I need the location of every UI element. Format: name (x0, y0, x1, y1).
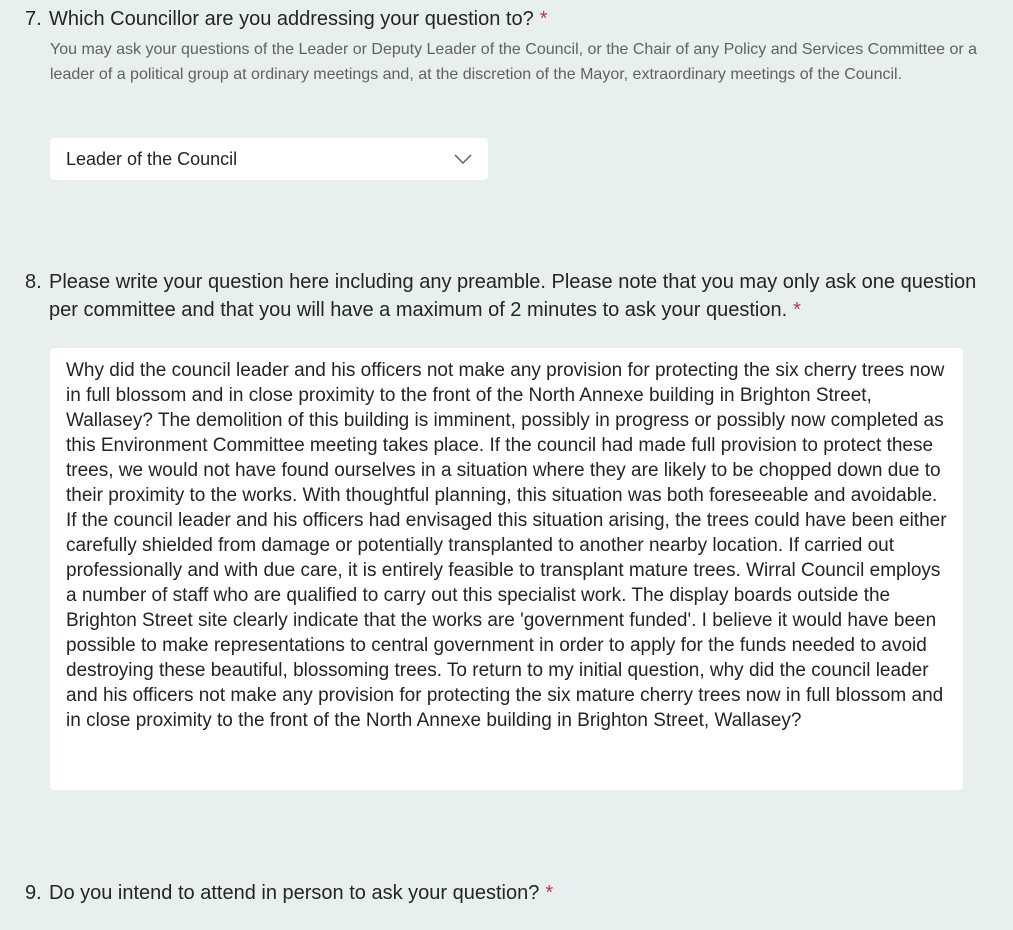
question-7 (25, 5, 993, 87)
question-number: 9. (25, 882, 42, 904)
dropdown-selected-value: Leader of the Council (66, 148, 238, 169)
question-9-title (25, 879, 993, 907)
chevron-down-icon (454, 153, 472, 165)
question-answer-textarea[interactable]: Why did the council leader and his officers not make any provision for protecting the six cherry trees now in full blossom and in close proximity to the front of the North Annexe building in Brighton Street, Wallasey? The demolition of this building is imminent, possibly in progress or possibly now completed as this Environment Committee meeting takes place. If the council had made full provision to protect these trees, we would not have found ourselves in a situation where they are likely to be chopped down due to their proximity to the works. With thoughtful planning, this situation was both foreseeable and avoidable. If the council leader and his officers had envisaged this situation arising, the trees could have been either carefully shielded from damage or potentially transplanted to another nearby location. If carried out professionally and with due care, it is entirely feasible to transplant mature trees. Wirral Council employs a number of staff who are qualified to carry out this specialist work. The display boards outside the Brighton Street site clearly indicate that the works are 'government funded'. I believe it would have been possible to make representations to central government in order to apply for the funds needed to avoid destroying these beautiful, blossoming trees. To return to my initial question, why did the council leader and his officers not make any provision for protecting the six mature cherry trees now in full blossom and in close proximity to the front of the North Annexe building in Brighton Street, Wallasey? (50, 348, 963, 790)
question-8 (25, 268, 993, 324)
question-text: Do you intend to attend in person to ask your question? (49, 882, 540, 904)
question-8-title (25, 268, 993, 324)
required-mark: * (793, 299, 801, 321)
question-text: Which Councillor are you addressing your question to? (49, 8, 534, 30)
question-7-title (25, 5, 993, 33)
councillor-dropdown[interactable] (50, 138, 488, 180)
required-mark: * (545, 882, 554, 904)
required-mark: * (539, 8, 548, 30)
question-7-description: You may ask your questions of the Leader or Deputy Leader of the Council, or the Chair of any Policy and Services Committee or a leader of a political group at ordinary meetings and, at the discretion of the Mayor, extraordinary meetings of the Council. (50, 41, 978, 83)
question-9 (25, 879, 993, 907)
question-number: 8. (25, 271, 42, 293)
question-number: 7. (25, 8, 42, 30)
question-text: Please write your question here including any preamble. Please note that you may only ask one question per committee and that you will have a maximum of 2 minutes to ask your question. (49, 271, 977, 321)
